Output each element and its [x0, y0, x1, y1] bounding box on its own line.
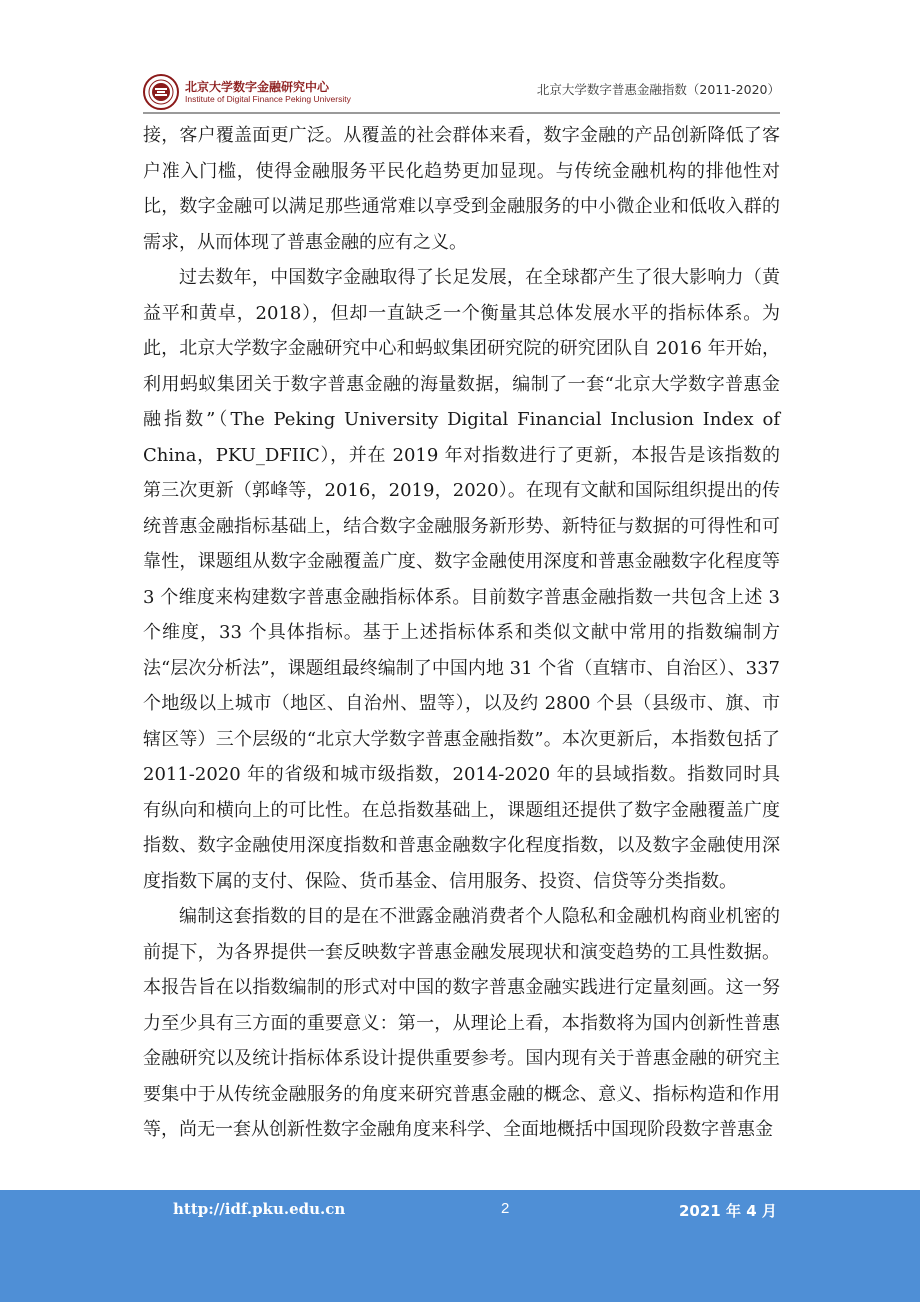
logo-name-cn: 北京大学数字金融研究中心: [185, 80, 330, 94]
paragraph: 编制这套指数的目的是在不泄露金融消费者个人隐私和金融机构商业机密的前提下，为各界提供一套反映数字普惠金融发展现状和演变趋势的工具性数据。本报告旨在以指数编制的形式对中国的数字普惠金融实践进行定量刻画。这一努力至少具有三方面的重要意义：第一，从理论上看，本指数将为国内创新性普惠金融研究以及统计指标体系设计提供重要参考。国内现有关于普惠金融的研究主要集中于从传统金融服务的角度来研究普惠金融的概念、意义、指标构造和作用等，尚无一套从创新性数字金融角度来科学、全面地概括中国现阶段数字普惠金: [143, 906, 780, 1140]
paragraph: 过去数年，中国数字金融取得了长足发展，在全球都产生了很大影响力（黄益平和黄卓，2018），但却一直缺乏一个衡量其总体发展水平的指标体系。为此，北京大学数字金融研究中心和蚂蚁集团研究院的研究团队自 2016 年开始，利用蚂蚁集团关于数字普惠金融的海量数据，编制了一套“北京大学数字普惠金融指数”（The Peking University Digital Financial Inclusion Index of China，PKU_DFIIC），并在 2019 年对指数进行了更新，本报告是该指数的第三次更新（郭峰等，2016，2019，2020）。在现有文献和国际组织提出的传统普惠金融指标基础上，结合数字金融服务新形势、新特征与数据的可得性和可靠性，课题组从数字金融覆盖广度、数字金融使用深度和普惠金融数字化程度等 3 个维度来构建数字普惠金融指标体系。目前数字普惠金融指数一共包含上述 3 个维度，33 个具体指标。基于上述指标体系和类似文献中常用的指数编制方法“层次分析法”，课题组最终编制了中国内地 31 个省（直辖市、自治区）、337 个地级以上城市（地区、自治州、盟等），以及约 2800 个县（县级市、旗、市辖区等）三个层级的“北京大学数字普惠金融指数”。本次更新后，本指数包括了 2011-2020 年的省级和城市级指数，2014-2020 年的县域指数。指数同时具有纵向和横向上的可比性。在总指数基础上，课题组还提供了数字金融覆盖广度指数、数字金融使用深度指数和普惠金融数字化程度指数，以及数字金融使用深度指数下属的支付、保险、货币基金、信用服务、投资、信贷等分类指数。: [143, 267, 780, 892]
paragraph: 接，客户覆盖面更广泛。从覆盖的社会群体来看，数字金融的产品创新降低了客户准入门槛，使得金融服务平民化趋势更加显现。与传统金融机构的排他性对比，数字金融可以满足那些通常难以享受到金融服务的中小微企业和低收入群的需求，从而体现了普惠金融的应有之义。: [143, 125, 780, 253]
publication-date: 2021 年 4 月: [679, 1202, 777, 1220]
pku-seal-logo-icon: [143, 74, 179, 110]
page-header: [143, 70, 780, 114]
footer-url-link[interactable]: http://idf.pku.edu.cn: [173, 1200, 346, 1218]
logo-name-en: Institute of Digital Finance Peking University: [185, 94, 351, 104]
page-footer: [0, 1190, 920, 1302]
page-number: 2: [501, 1200, 510, 1217]
body-text: [143, 118, 780, 1148]
document-title: 北京大学数字普惠金融指数（2011-2020）: [536, 82, 780, 97]
header-divider: [143, 112, 780, 114]
